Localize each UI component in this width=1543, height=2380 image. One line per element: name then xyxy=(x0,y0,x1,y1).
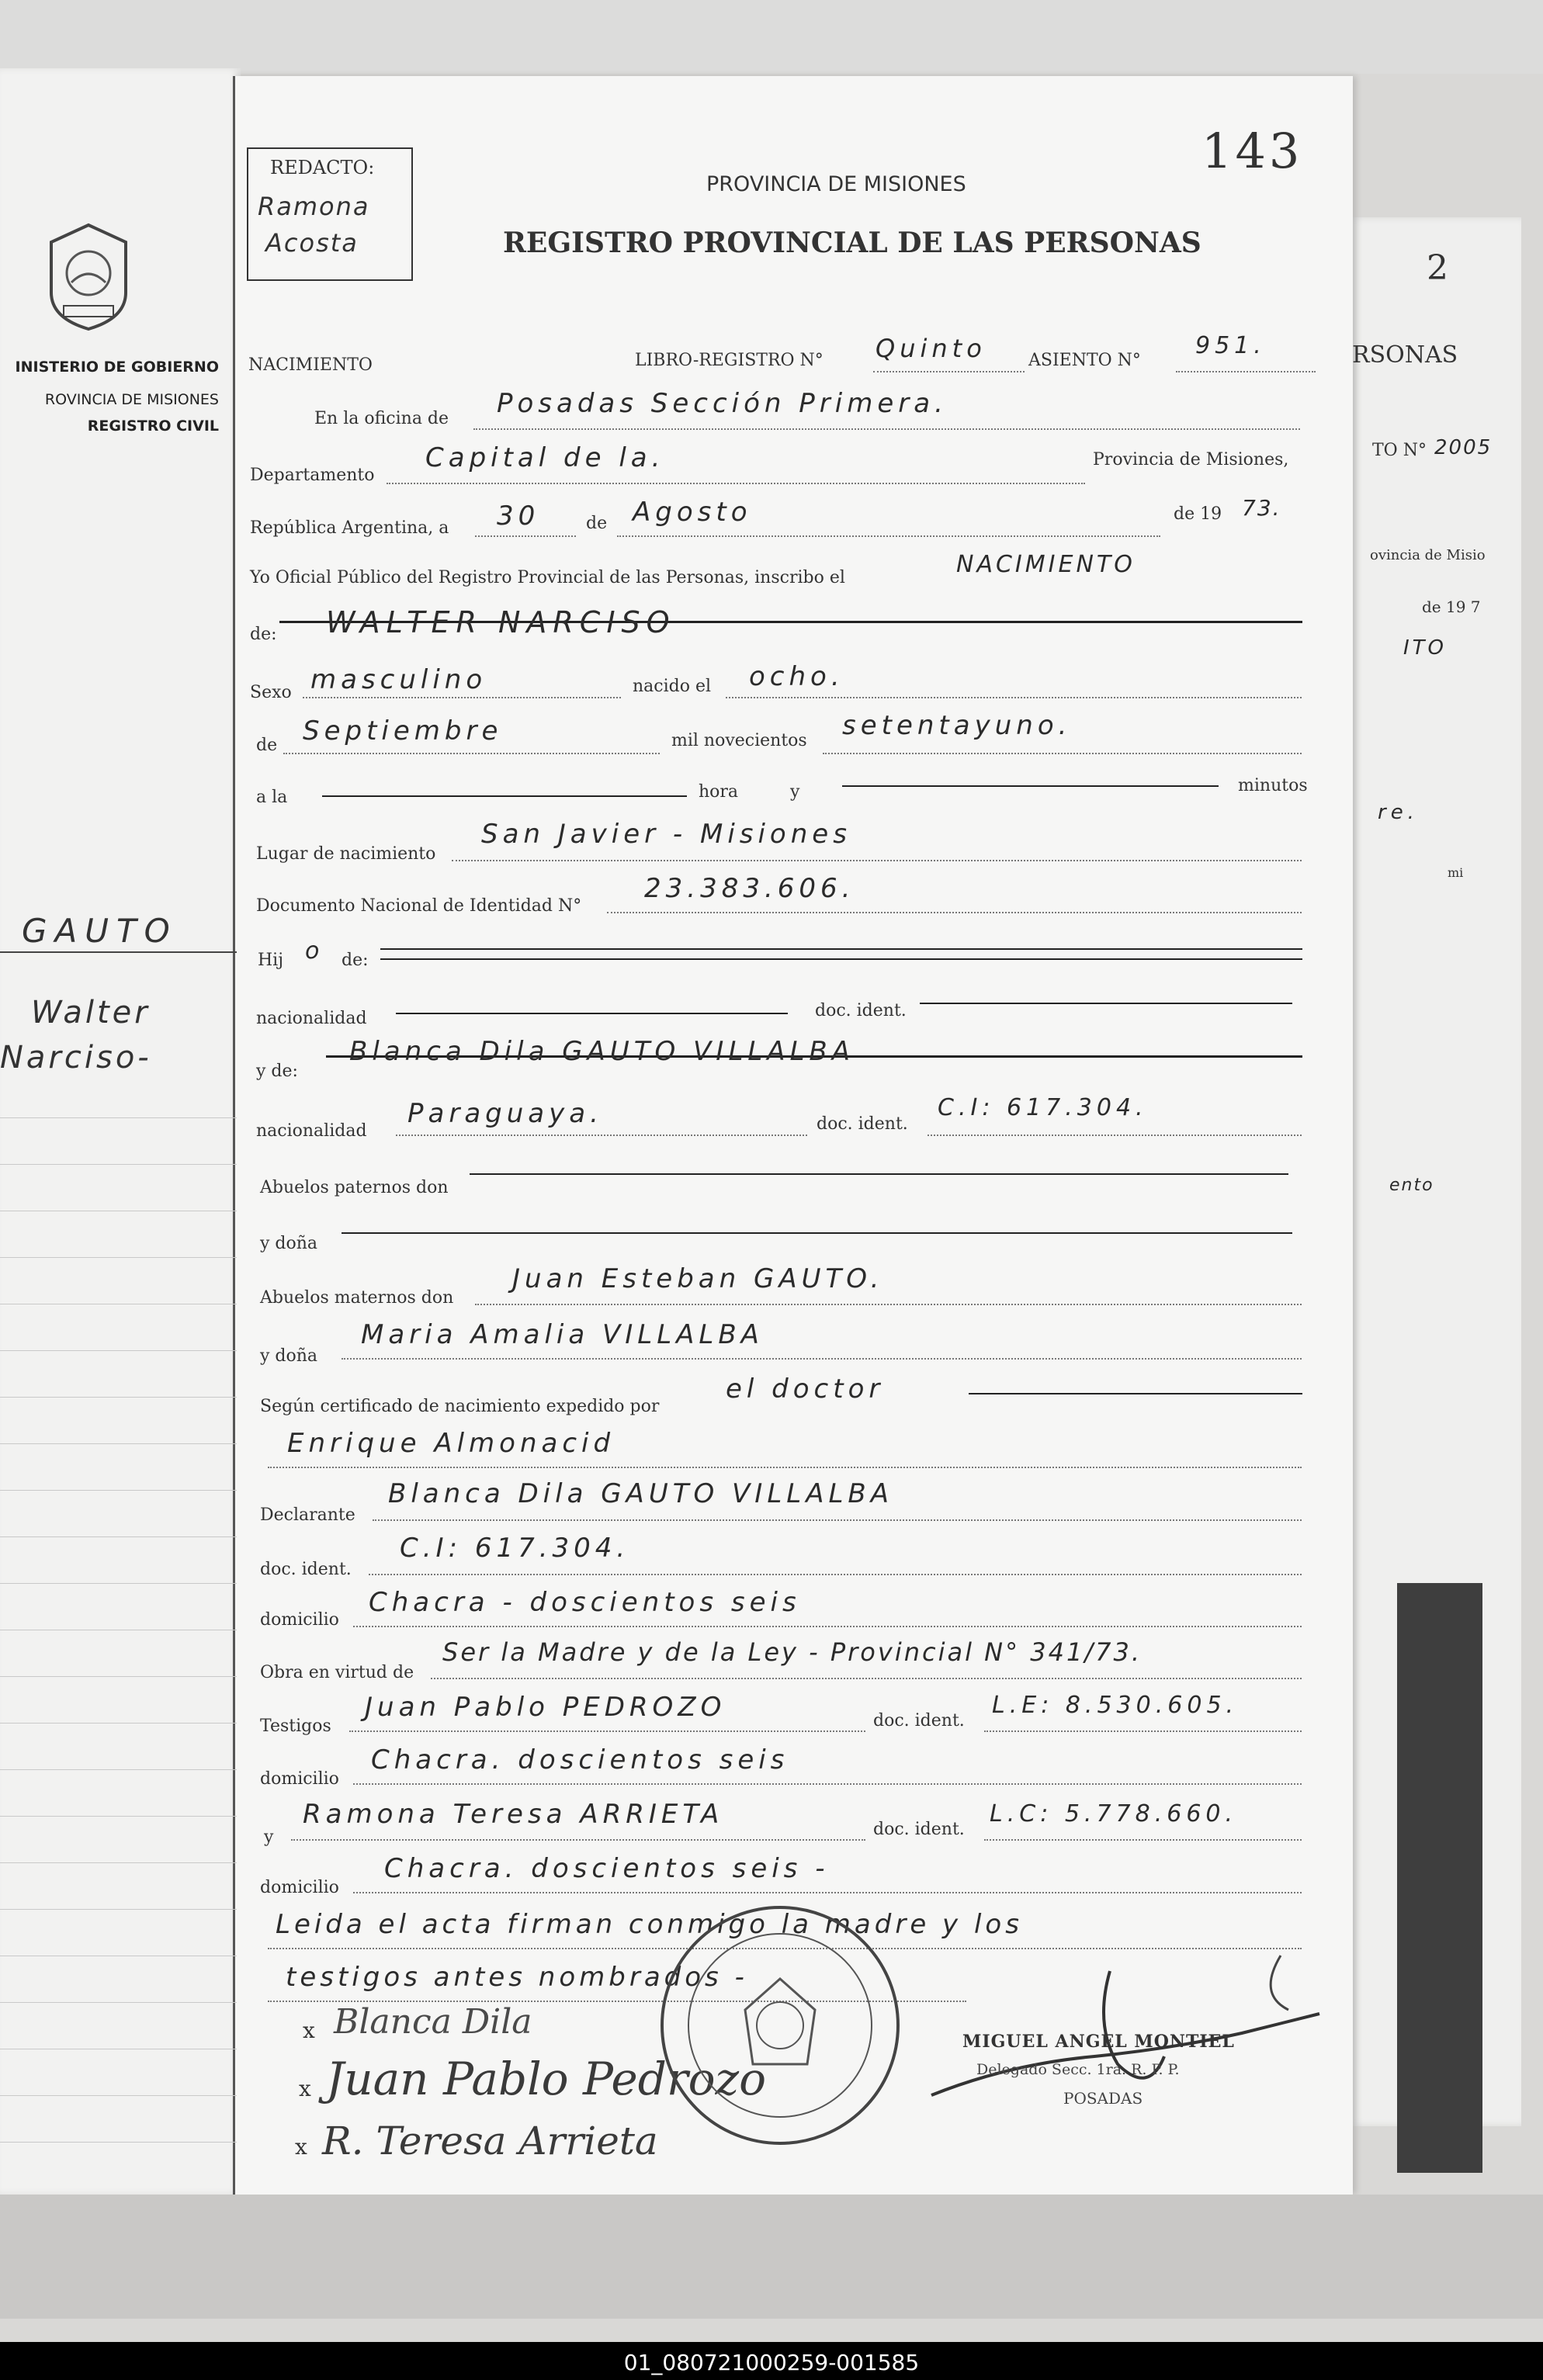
nombre-label: de: xyxy=(250,625,277,644)
testigo2-value: Ramona Teresa ARRIETA xyxy=(303,1799,724,1830)
madre-nacionalidad-value: Paraguaya. xyxy=(407,1098,603,1129)
closing-line-2: testigos antes nombrados - xyxy=(286,1962,748,1993)
archive-code: 01_080721000259-001585 xyxy=(623,2350,920,2375)
hijo-suffix: o xyxy=(305,937,324,965)
y-label: y xyxy=(790,782,800,802)
left-ruled-line xyxy=(0,1862,237,1863)
declarante-doc-value: C.I: 617.304. xyxy=(400,1533,630,1564)
testigo1-domicilio-label: domicilio xyxy=(260,1769,339,1789)
official-stamp-role: Delegado Secc. 1ra. R. P. P. xyxy=(976,2061,1180,2078)
provincia-label: Provincia de Misiones, xyxy=(1093,450,1289,469)
abuelos-paternos-label: Abuelos paternos don xyxy=(260,1178,449,1197)
abuelos-maternos-label: Abuelos maternos don xyxy=(260,1288,454,1308)
right-page-number: 2 xyxy=(1427,248,1448,288)
left-ruled-line xyxy=(0,1769,237,1770)
doc-padre-label: doc. ident. xyxy=(815,1001,907,1020)
provincial-seal-icon xyxy=(40,219,137,335)
doc-madre-label: doc. ident. xyxy=(817,1114,908,1134)
right-fragment-5: de 19 7 xyxy=(1422,598,1481,616)
departamento-label: Departamento xyxy=(250,466,375,485)
y-testigo2-label: y xyxy=(264,1827,274,1847)
testigo2-domicilio-label: domicilio xyxy=(260,1878,339,1897)
nacionalidad-padre-label: nacionalidad xyxy=(256,1009,367,1028)
nacido-label: nacido el xyxy=(633,677,712,696)
asiento-value: 951. xyxy=(1195,332,1266,359)
right-fragment-7: re. xyxy=(1378,801,1419,824)
closing-line-1: Leida el acta firman conmigo la madre y los xyxy=(276,1909,1023,1940)
sexo-value: masculino xyxy=(310,664,487,695)
right-fragment-1: RSONAS xyxy=(1352,341,1458,369)
declarante-domicilio-value: Chacra - doscientos seis xyxy=(369,1587,801,1618)
entry-type-label: NACIMIENTO xyxy=(248,355,373,375)
declarante-label: Declarante xyxy=(260,1505,355,1525)
de-label: de xyxy=(586,514,608,533)
month-value: Agosto xyxy=(633,497,752,528)
obra-label: Obra en virtud de xyxy=(260,1663,414,1682)
dni-value: 23.383.606. xyxy=(644,873,855,904)
signature-mark-1: x xyxy=(303,2018,315,2043)
book-bottom xyxy=(0,2195,1543,2319)
sexo-label: Sexo xyxy=(250,683,292,702)
province-heading: PROVINCIA DE MISIONES xyxy=(706,172,966,196)
scan-background xyxy=(0,0,1543,74)
year-label: de 19 xyxy=(1174,504,1222,524)
left-surname: GAUTO xyxy=(22,912,178,950)
nombre-value: WALTER NARCISO xyxy=(326,605,676,639)
certificado-value: el doctor xyxy=(726,1374,885,1405)
abuelo-materno-value: Juan Esteban GAUTO. xyxy=(512,1263,884,1294)
abuela-materna-label: y doña xyxy=(260,1346,318,1366)
libro-label: LIBRO-REGISTRO N° xyxy=(635,351,824,370)
right-fragment-9: ento xyxy=(1389,1176,1434,1195)
a-la-label: a la xyxy=(256,788,288,807)
official-stamp-name: MIGUEL ANGEL MONTIEL xyxy=(962,2032,1235,2052)
nacido-value: ocho. xyxy=(749,661,844,692)
testigo2-doc-label: doc. ident. xyxy=(873,1820,965,1839)
departamento-value: Capital de la. xyxy=(425,442,665,473)
left-ruled-line xyxy=(0,2095,237,2096)
left-ruled-line xyxy=(0,1536,237,1537)
redacto-box xyxy=(247,147,413,281)
registry-title: REGISTRO PROVINCIAL DE LAS PERSONAS xyxy=(503,227,1201,259)
year-value: 73. xyxy=(1242,495,1281,521)
signature-testigo-1: Juan Pablo Pedrozo xyxy=(326,2053,767,2105)
left-ruled-line xyxy=(0,1397,237,1398)
abuela-materna-value: Maria Amalia VILLALBA xyxy=(361,1319,764,1350)
signature-testigo-2: R. Teresa Arrieta xyxy=(322,2118,658,2163)
left-ruled-line xyxy=(0,1583,237,1584)
anio-nacimiento-value: setentayuno. xyxy=(842,710,1072,741)
signature-mark-2: x xyxy=(299,2076,311,2101)
page-number: 143 xyxy=(1201,123,1303,179)
mil-label: mil novecientos xyxy=(671,731,807,750)
left-ruled-line xyxy=(0,1350,237,1351)
asiento-label: ASIENTO N° xyxy=(1028,351,1141,370)
left-given-name-2: Narciso- xyxy=(0,1040,152,1076)
right-fragment-6: ITO xyxy=(1403,636,1448,660)
oficial-label: Yo Oficial Público del Registro Provincial de las Personas, inscribo el xyxy=(250,568,845,587)
left-given-name-1: Walter xyxy=(31,995,151,1031)
declarante-value: Blanca Dila GAUTO VILLALBA xyxy=(388,1478,893,1509)
declarante-doc-label: doc. ident. xyxy=(260,1560,352,1579)
left-ruled-line xyxy=(0,1909,237,1910)
minutos-label: minutos xyxy=(1238,776,1308,795)
left-page xyxy=(0,68,241,2195)
left-ruled-line xyxy=(0,1164,237,1165)
y-de-label: y de: xyxy=(256,1062,298,1081)
hijo-label: Hij xyxy=(258,951,284,970)
redacto-label: REDACTO: xyxy=(270,157,375,178)
official-stamp-city: POSADAS xyxy=(1063,2089,1143,2108)
registry-stamp-icon xyxy=(652,1893,908,2157)
testigos-label: Testigos xyxy=(260,1717,331,1736)
certificado-label: Según certificado de nacimiento expedido por xyxy=(260,1397,660,1416)
acto-value: NACIMIENTO xyxy=(956,551,1136,578)
book-edge-shadow xyxy=(1397,1583,1482,2173)
lugar-label: Lugar de nacimiento xyxy=(256,844,436,864)
day-value: 30 xyxy=(497,501,540,532)
nacionalidad-madre-label: nacionalidad xyxy=(256,1121,367,1141)
province-label: ROVINCIA DE MISIONES xyxy=(44,391,219,408)
libro-value: Quinto xyxy=(876,334,986,363)
obra-value: Ser la Madre y de la Ley - Provincial N° 341/73. xyxy=(442,1637,1142,1667)
mes-nacimiento-value: Septiembre xyxy=(303,715,503,747)
lugar-value: San Javier - Misiones xyxy=(481,819,851,850)
left-ruled-line xyxy=(0,2002,237,2003)
testigo2-doc-value: L.C: 5.778.660. xyxy=(990,1800,1238,1827)
right-fragment-3: 2005 xyxy=(1434,436,1493,459)
left-ruled-line xyxy=(0,1723,237,1724)
left-ruled-line xyxy=(0,1257,237,1258)
left-ruled-line xyxy=(0,1443,237,1444)
hora-label: hora xyxy=(699,782,739,802)
declarante-domicilio-label: domicilio xyxy=(260,1610,339,1630)
testigo1-domicilio-value: Chacra. doscientos seis xyxy=(371,1744,789,1775)
oficina-label: En la oficina de xyxy=(314,409,449,428)
signature-mark-3: x xyxy=(295,2134,307,2160)
testigo1-doc-value: L.E: 8.530.605. xyxy=(992,1692,1239,1719)
left-ruled-line xyxy=(0,1117,237,1118)
signature-madre: Blanca Dila xyxy=(334,2002,532,2042)
madre-doc-value: C.I: 617.304. xyxy=(938,1094,1148,1121)
de-mes-label: de xyxy=(256,736,278,755)
left-ruled-line xyxy=(0,1816,237,1817)
left-ruled-line xyxy=(0,1490,237,1491)
madre-value: Blanca Dila GAUTO VILLALBA xyxy=(349,1036,855,1067)
right-fragment-8: mi xyxy=(1448,865,1464,880)
abuela-paterna-label: y doña xyxy=(260,1234,318,1253)
redacto-name-2: Acosta xyxy=(265,228,359,258)
republica-label: República Argentina, a xyxy=(250,518,449,538)
right-fragment-2: TO N° xyxy=(1372,441,1427,460)
testigo2-domicilio-value: Chacra. doscientos seis - xyxy=(384,1853,830,1884)
testigo1-value: Juan Pablo PEDROZO xyxy=(365,1692,726,1723)
dni-label: Documento Nacional de Identidad N° xyxy=(256,896,582,916)
left-ruled-line xyxy=(0,1676,237,1677)
left-ruled-line xyxy=(0,2142,237,2143)
oficina-value: Posadas Sección Primera. xyxy=(497,388,948,419)
ministry-label: INISTERIO DE GOBIERNO xyxy=(15,359,219,376)
registry-label: REGISTRO CIVIL xyxy=(87,417,219,435)
hijo-de-label: de: xyxy=(342,951,369,970)
redacto-name-1: Ramona xyxy=(258,192,370,221)
testigo1-doc-label: doc. ident. xyxy=(873,1711,965,1730)
doctor-value: Enrique Almonacid xyxy=(287,1428,615,1459)
right-fragment-4: ovincia de Misio xyxy=(1370,547,1486,563)
